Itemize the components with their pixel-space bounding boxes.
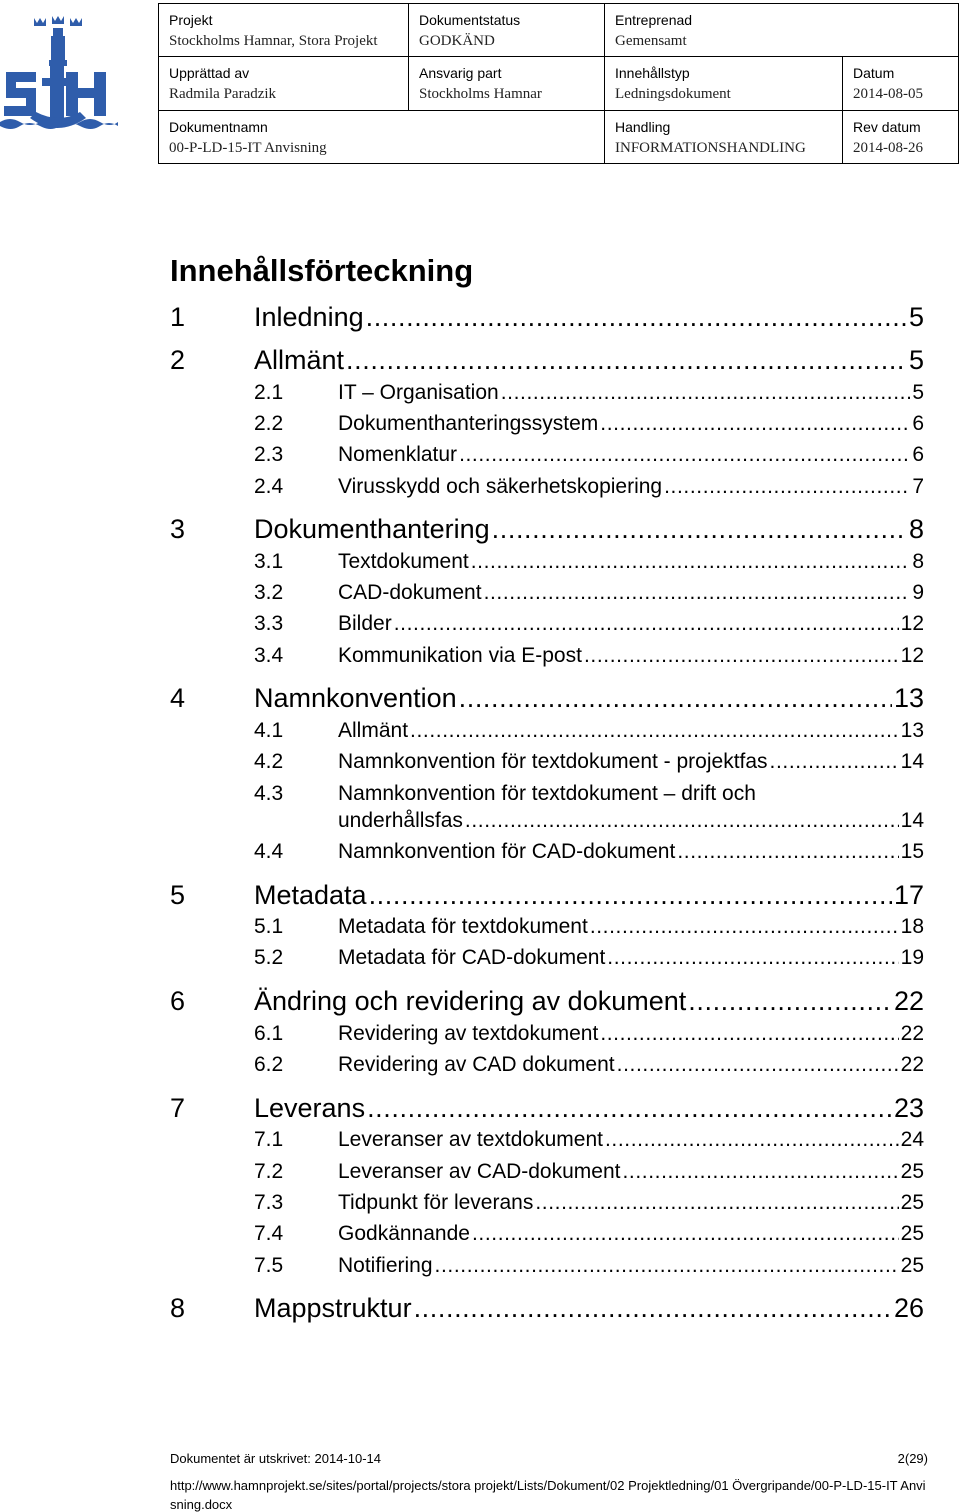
toc-entry-number: 2.1 [254,381,284,404]
header-cell-projekt [159,4,409,57]
toc-leader-dots [394,612,899,636]
toc-entry-number: 6.2 [254,1053,284,1076]
toc-entry-text: Virusskydd och säkerhetskopiering [338,475,663,498]
toc-leader-dots [459,683,892,714]
toc-title: Innehållsförteckning [170,253,474,288]
toc-leader-dots [607,946,898,970]
toc-entry-text: Dokumenthanteringssystem [338,412,599,435]
toc-entry-page: 5 [908,345,924,375]
toc-entry-2[interactable] [170,345,924,379]
toc-entry-number: 2.2 [254,412,284,435]
toc-leader-dots [472,1222,899,1246]
entreprenad-label: Entreprenad [615,12,693,28]
toc-entry-page: 7 [912,475,924,498]
toc-entry-number: 3.2 [254,581,284,604]
toc-entry-text: Revidering av CAD dokument [338,1053,615,1076]
dokumentnamn-label: Dokumentnamn [169,118,268,135]
toc-entry-number: 3 [170,514,186,544]
header-cell-innehallstyp [605,57,843,110]
toc-entry-number: 2 [170,345,186,375]
toc-entry-2-3[interactable] [254,443,924,471]
dokumentnamn-value: 00-P-LD-15-IT Anvisning [169,139,327,156]
toc-entry-page: 22 [900,1053,924,1076]
toc-leader-dots [584,644,899,668]
toc-entry-8[interactable] [170,1293,924,1327]
toc-entry-number: 2.4 [254,475,284,498]
toc-leader-dots [605,1128,899,1152]
toc-entry-7-2[interactable] [254,1160,924,1188]
rev-datum-label: Rev datum [853,118,921,135]
projekt-value: Stockholms Hamnar, Stora Projekt [169,33,378,49]
toc-entry-page: 8 [912,550,924,573]
toc-entry-text: Namnkonvention [254,683,457,713]
header-cell-entreprenad [605,4,959,57]
toc-entry-page: 19 [900,946,924,969]
upprattad-av-label: Upprättad av [169,65,250,82]
footer-page-number: 2(29) [897,1451,928,1466]
toc-leader-dots [770,750,899,774]
toc-entry-number: 4 [170,683,186,713]
sth-logo [0,14,118,134]
toc-entry-number: 7 [170,1093,186,1123]
toc-entry-text: Metadata [254,880,367,910]
footer-document-url[interactable]: http://www.hamnprojekt.se/sites/portal/projects/stora projekt/Lists/Dokument/02 Projektledning/01 Övergripande/00-P-LD-15-IT Anvisning.docx [170,1478,926,1512]
toc-entry-text: Allmänt [338,719,409,742]
toc-entry-page: 14 [900,750,924,773]
toc-leader-dots [459,443,910,467]
toc-entry-page: 5 [908,302,924,332]
toc-leader-dots [484,581,911,605]
toc-entry-number: 4.4 [254,840,284,863]
toc-entry-3[interactable] [170,514,924,548]
toc-entry-5-2[interactable] [254,946,924,974]
toc-entry-text: IT – Organisation [338,381,499,404]
toc-leader-dots [600,412,910,436]
toc-entry-6[interactable] [170,986,924,1020]
toc-entry-number: 5.2 [254,946,284,969]
toc-entry-3-2[interactable] [254,581,924,609]
toc-entry-number: 7.1 [254,1128,284,1151]
toc-entry-number: 7.3 [254,1191,284,1214]
projekt-label: Projekt [169,12,213,28]
toc-entry-page: 12 [900,644,924,667]
sth-logo-graphic [0,14,118,134]
toc-entry-text: Leveranser av textdokument [338,1128,603,1151]
toc-entry-2-2[interactable] [254,412,924,440]
toc-entry-page: 23 [893,1093,924,1123]
toc-entry-6-2[interactable] [254,1053,924,1081]
toc-leader-dots [414,1293,892,1324]
header-cell-upprattad-av [159,57,409,110]
toc-leader-dots [367,1093,892,1124]
toc-entry-page: 25 [900,1222,924,1245]
toc-entry-3-3[interactable] [254,612,924,640]
toc-entry-text: Bilder [338,612,392,635]
toc-entry-2-4[interactable] [254,475,924,503]
toc-leader-dots [688,986,892,1017]
toc-entry-page: 18 [900,915,924,938]
upprattad-av-value: Radmila Paradzik [169,86,277,103]
toc-entry-4[interactable] [170,683,924,717]
toc-leader-dots [346,345,907,376]
toc-entry-6-1[interactable] [254,1022,924,1050]
toc-entry-7-4[interactable] [254,1222,924,1250]
innehallstyp-label: Innehållstyp [615,65,690,82]
toc-leader-dots [535,1191,898,1215]
toc-entry-text: Nomenklatur [338,443,458,466]
toc-entry-page: 6 [912,412,924,435]
toc-entry-text: Kommunikation via E-post [338,644,582,667]
toc-entry-text: Allmänt [254,345,345,375]
document-header-table [158,3,959,164]
header-cell-datum [843,57,959,110]
toc-entry-page: 17 [893,880,924,910]
toc-entry-number: 7.4 [254,1222,284,1245]
toc-entry-4-3[interactable] [254,809,924,837]
toc-entry-4-4[interactable] [254,840,924,868]
dokumentstatus-label: Dokumentstatus [419,12,521,28]
toc-entry-page: 5 [912,381,924,404]
toc-entry-page: 8 [908,514,924,544]
toc-entry-number: 6.1 [254,1022,284,1045]
toc-entry-number: 4.3 [254,782,284,805]
innehallstyp-value: Ledningsdokument [615,86,731,103]
toc-entry-text: Tidpunkt för leverans [338,1191,534,1214]
toc-leader-dots [501,381,911,405]
toc-entry-number: 4.2 [254,750,284,773]
toc-leader-dots [492,514,907,545]
toc-entry-text: Textdokument [338,550,469,573]
toc-entry-page: 22 [893,986,924,1016]
toc-entry-page: 15 [900,840,924,863]
toc-leader-dots [435,1254,899,1278]
toc-entry-7-3[interactable] [254,1191,924,1219]
toc-entry-page: 25 [900,1254,924,1277]
toc-entry-7[interactable] [170,1093,924,1127]
toc-entry-text: Leverans [254,1093,366,1123]
toc-entry-number: 7.2 [254,1160,284,1183]
entreprenad-value: Gemensamt [615,33,687,49]
handling-label: Handling [615,118,671,135]
toc-entry-text: Godkännande [338,1222,470,1245]
toc-entry-page: 25 [900,1160,924,1183]
toc-entry-number: 7.5 [254,1254,284,1277]
ansvarig-part-label: Ansvarig part [419,65,502,82]
toc-entry-1[interactable] [170,302,924,336]
toc-entry-7-1[interactable] [254,1128,924,1156]
toc-entry-number: 3.1 [254,550,284,573]
footer-printed-date: Dokumentet är utskrivet: 2014-10-14 [170,1451,381,1466]
toc-entry-page: 14 [900,809,924,832]
toc-entry-number: 8 [170,1293,186,1323]
toc-leader-dots [590,915,899,939]
toc-entry-page: 22 [900,1022,924,1045]
header-cell-ansvarig-part [409,57,605,110]
datum-label: Datum [853,65,895,82]
toc-entry-4-1[interactable] [254,719,924,747]
toc-entry-number: 1 [170,302,186,332]
toc-entry-page: 13 [893,683,924,713]
toc-entry-7-5[interactable] [254,1254,924,1282]
toc-entry-page: 9 [912,581,924,604]
toc-entry-5[interactable] [170,880,924,914]
toc-leader-dots [664,475,910,499]
toc-entry-text: underhållsfas [338,809,463,832]
toc-entry-page: 12 [900,612,924,635]
toc-leader-dots [465,809,899,833]
datum-value: 2014-08-05 [853,86,923,103]
header-cell-dokumentnamn [159,110,409,163]
header-cell-rev-datum [843,110,959,163]
toc-leader-dots [622,1160,898,1184]
toc-entry-number: 2.3 [254,443,284,466]
toc-entry-5-1[interactable] [254,915,924,943]
toc-entry-text: Leveranser av CAD-dokument [338,1160,621,1183]
toc-entry-text: Metadata för CAD-dokument [338,946,606,969]
toc-entry-4-2[interactable] [254,750,924,778]
dokumentstatus-value: GODKÄND [419,33,495,49]
toc-entry-text: CAD-dokument [338,581,482,604]
ansvarig-part-value: Stockholms Hamnar [419,86,542,103]
toc-entry-text: Metadata för textdokument [338,915,588,938]
toc-entry-text: Dokumenthantering [254,514,490,544]
toc-entry-text: Inledning [254,302,364,332]
toc-entry-text-line1[interactable]: Namnkonvention för textdokument – drift och [338,782,756,805]
toc-leader-dots [471,550,911,574]
toc-entry-number: 3.4 [254,644,284,667]
handling-value: INFORMATIONSHANDLING [615,139,806,156]
toc-leader-dots [366,302,907,333]
toc-entry-text: Revidering av textdokument [338,1022,599,1045]
toc-entry-page: 25 [900,1191,924,1214]
header-cell-blank [409,110,605,163]
toc-entry-number: 6 [170,986,186,1016]
toc-entry-3-1[interactable] [254,550,924,578]
toc-entry-number: 3.3 [254,612,284,635]
toc-entry-page: 26 [893,1293,924,1323]
toc-entry-2-1[interactable] [254,381,924,409]
toc-entry-3-4[interactable] [254,644,924,672]
toc-entry-page: 13 [900,719,924,742]
toc-entry-number: 5 [170,880,186,910]
toc-entry-text: Mappstruktur [254,1293,412,1323]
toc-leader-dots [677,840,898,864]
toc-entry-text: Namnkonvention för CAD-dokument [338,840,676,863]
toc-leader-dots [617,1053,899,1077]
toc-leader-dots [369,880,892,911]
toc-entry-page: 6 [912,443,924,466]
toc-entry-page: 24 [900,1128,924,1151]
header-cell-handling [605,110,843,163]
rev-datum-value: 2014-08-26 [853,139,923,156]
toc-entry-text: Namnkonvention för textdokument - projektfas [338,750,768,773]
toc-entry-text: Notifiering [338,1254,433,1277]
toc-leader-dots [410,719,899,743]
toc-entry-number: 5.1 [254,915,284,938]
toc-entry-number: 4.1 [254,719,284,742]
toc-leader-dots [600,1022,898,1046]
header-cell-dokumentstatus [409,4,605,57]
toc-entry-text: Ändring och revidering av dokument [254,986,687,1016]
